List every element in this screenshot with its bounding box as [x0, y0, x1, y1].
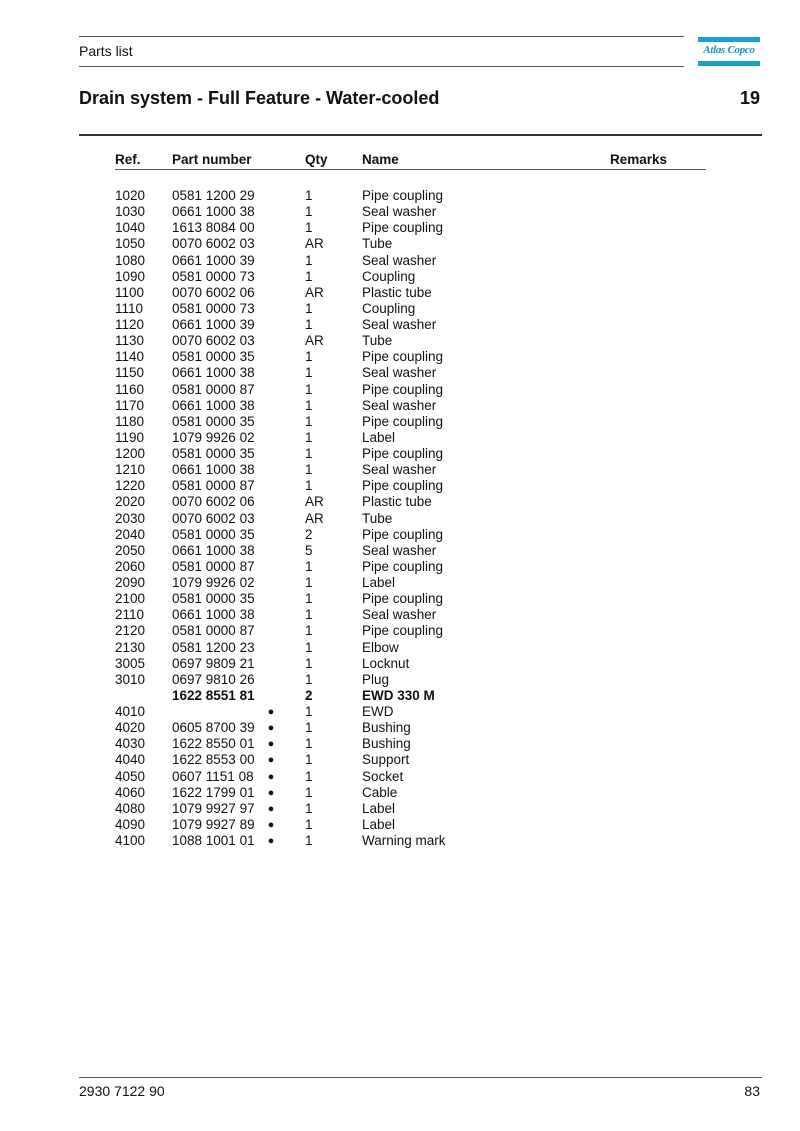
cell-qty: 1 — [305, 800, 313, 816]
cell-name: Seal washer — [362, 397, 437, 413]
table-row — [0, 301, 800, 317]
cell-name: Pipe coupling — [362, 413, 444, 429]
table-row — [0, 188, 800, 204]
cell-name: Pipe coupling — [362, 349, 444, 365]
cell-part-number: 0661 1000 38 — [172, 365, 255, 381]
cell-qty: 1 — [305, 397, 313, 413]
table-row — [0, 656, 800, 672]
subassembly-dot-icon: ● — [267, 754, 275, 767]
document-number: 2930 7122 90 — [79, 1083, 165, 1099]
cell-ref: 4080 — [115, 800, 146, 816]
cell-name: Label — [362, 816, 396, 832]
page-title: Drain system - Full Feature - Water-cooled — [79, 88, 440, 108]
cell-part-number: 1622 1799 01 — [172, 784, 255, 800]
table-row — [0, 607, 800, 623]
cell-qty: 1 — [305, 349, 313, 365]
table-row — [0, 430, 800, 446]
table-row — [0, 769, 800, 785]
cell-ref: 1120 — [115, 317, 145, 332]
cell-ref: 2030 — [115, 510, 146, 526]
cell-name: Pipe coupling — [362, 623, 444, 639]
table-row — [0, 623, 800, 639]
cell-qty: 1 — [305, 833, 313, 848]
cell-ref: 1140 — [115, 349, 145, 365]
cell-ref: 2130 — [115, 639, 146, 655]
header-top-rule — [79, 36, 684, 37]
cell-qty: 1 — [305, 317, 313, 332]
cell-ref: 1090 — [115, 268, 146, 284]
cell-part-number: 1613 8084 00 — [172, 220, 255, 236]
table-row — [0, 736, 800, 752]
cell-part-number: 1622 8551 81 — [172, 687, 255, 703]
cell-ref: 2120 — [115, 623, 146, 639]
cell-qty: 1 — [305, 478, 313, 494]
column-header-ref: Ref. — [115, 152, 141, 167]
cell-qty: 1 — [305, 413, 313, 429]
cell-part-number: 0581 0000 35 — [172, 526, 255, 542]
cell-name: Tube — [362, 236, 393, 252]
table-row — [0, 494, 800, 510]
cell-part-number: 1079 9926 02 — [172, 575, 255, 590]
cell-part-number: 0070 6002 06 — [172, 494, 255, 510]
cell-part-number: 0581 0000 73 — [172, 268, 255, 284]
cell-qty: 5 — [305, 542, 313, 558]
table-row — [0, 253, 800, 269]
cell-qty: 1 — [305, 381, 313, 397]
cell-qty: 1 — [305, 446, 313, 461]
subassembly-dot-icon: ● — [267, 770, 275, 783]
cell-name: Tube — [362, 510, 393, 526]
cell-qty: 1 — [305, 252, 313, 268]
cell-part-number: 1079 9926 02 — [172, 429, 255, 445]
cell-ref: 2110 — [115, 607, 145, 623]
cell-name: Pipe coupling — [362, 526, 444, 542]
cell-part-number: 0070 6002 03 — [172, 236, 255, 252]
cell-qty: 2 — [305, 526, 313, 542]
table-row — [0, 365, 800, 381]
table-row — [0, 204, 800, 220]
cell-name: Seal washer — [362, 462, 437, 478]
table-row — [0, 752, 800, 768]
cell-part-number: 0581 0000 35 — [172, 446, 255, 461]
table-row — [0, 220, 800, 236]
cell-part-number: 0661 1000 38 — [172, 397, 255, 413]
cell-ref: 1170 — [115, 397, 145, 413]
cell-name: EWD — [362, 704, 394, 719]
cell-part-number: 1622 8550 01 — [172, 736, 255, 752]
table-row — [0, 543, 800, 559]
cell-qty: 1 — [305, 655, 313, 671]
cell-qty: 1 — [305, 704, 313, 719]
cell-ref: 4020 — [115, 720, 146, 736]
cell-qty: AR — [305, 494, 324, 510]
cell-ref: 2020 — [115, 494, 146, 510]
cell-qty: 1 — [305, 365, 313, 381]
cell-name: Warning mark — [362, 833, 446, 848]
cell-qty: 1 — [305, 429, 313, 445]
table-header-rule — [115, 169, 706, 170]
cell-part-number: 1622 8553 00 — [172, 752, 255, 768]
subassembly-dot-icon: ● — [267, 802, 275, 815]
subassembly-dot-icon: ● — [267, 738, 275, 751]
cell-qty: 1 — [305, 607, 313, 623]
cell-part-number: 0697 9809 21 — [172, 655, 255, 671]
table-row — [0, 398, 800, 414]
cell-name: Elbow — [362, 639, 399, 655]
cell-part-number: 0661 1000 39 — [172, 252, 255, 268]
cell-name: Coupling — [362, 268, 416, 284]
parts-table-body — [0, 188, 800, 849]
cell-ref: 1130 — [115, 333, 145, 349]
cell-name: Plug — [362, 671, 390, 687]
cell-qty: 1 — [305, 639, 313, 655]
title-rule — [79, 134, 762, 136]
cell-name: Pipe coupling — [362, 558, 444, 574]
cell-ref: 1040 — [115, 220, 146, 236]
logo-text: Atlas Copco — [703, 44, 755, 56]
cell-qty: 1 — [305, 268, 313, 284]
table-row — [0, 269, 800, 285]
cell-ref: 1150 — [115, 365, 145, 381]
atlas-copco-logo — [698, 37, 760, 67]
cell-name: Pipe coupling — [362, 220, 444, 236]
cell-part-number: 0661 1000 38 — [172, 204, 255, 220]
column-header-part-number: Part number — [172, 152, 252, 167]
table-row — [0, 285, 800, 301]
cell-qty: 2 — [305, 687, 313, 703]
cell-part-number: 0661 1000 38 — [172, 542, 255, 558]
cell-part-number: 0070 6002 06 — [172, 284, 255, 300]
cell-ref: 1050 — [115, 236, 146, 252]
cell-qty: AR — [305, 333, 324, 349]
cell-name: EWD 330 M — [362, 687, 435, 703]
cell-name: Label — [362, 575, 396, 590]
cell-ref: 1160 — [115, 381, 145, 397]
cell-qty: AR — [305, 236, 324, 252]
cell-qty: 1 — [305, 188, 313, 203]
column-header-qty: Qty — [305, 152, 328, 167]
cell-name: Seal washer — [362, 607, 437, 623]
cell-part-number: 0581 0000 87 — [172, 381, 255, 397]
cell-qty: 1 — [305, 816, 313, 832]
cell-qty: 1 — [305, 671, 313, 687]
cell-ref: 1200 — [115, 446, 146, 461]
column-header-name: Name — [362, 152, 399, 167]
table-row — [0, 575, 800, 591]
table-row — [0, 591, 800, 607]
cell-ref: 1110 — [115, 300, 144, 316]
cell-qty: 1 — [305, 220, 313, 236]
cell-qty: AR — [305, 510, 324, 526]
table-row — [0, 720, 800, 736]
footer-rule — [79, 1077, 762, 1078]
table-row — [0, 833, 800, 849]
table-row — [0, 236, 800, 252]
table-row — [0, 333, 800, 349]
cell-name: Seal washer — [362, 317, 437, 332]
cell-ref: 1210 — [115, 462, 146, 478]
cell-qty: 1 — [305, 784, 313, 800]
cell-name: Label — [362, 800, 396, 816]
cell-ref: 2060 — [115, 558, 146, 574]
cell-ref: 1100 — [115, 284, 145, 300]
cell-name: Label — [362, 429, 396, 445]
cell-qty: 1 — [305, 575, 313, 590]
cell-qty: 1 — [305, 558, 313, 574]
cell-part-number: 1079 9927 97 — [172, 800, 255, 816]
table-row — [0, 317, 800, 333]
cell-part-number: 1088 1001 01 — [172, 833, 255, 848]
subassembly-dot-icon: ● — [267, 706, 275, 718]
cell-part-number: 0581 0000 87 — [172, 623, 255, 639]
subassembly-dot-icon: ● — [267, 722, 275, 735]
cell-name: Seal washer — [362, 542, 437, 558]
cell-name: Seal washer — [362, 252, 437, 268]
cell-qty: 1 — [305, 720, 313, 736]
table-row — [0, 801, 800, 817]
table-row — [0, 704, 800, 720]
table-row — [0, 382, 800, 398]
cell-part-number: 0581 0000 87 — [172, 478, 255, 494]
cell-part-number: 0661 1000 38 — [172, 607, 255, 623]
cell-name: Pipe coupling — [362, 188, 444, 203]
cell-ref: 2040 — [115, 526, 146, 542]
cell-name: Pipe coupling — [362, 381, 444, 397]
cell-ref: 4050 — [115, 768, 146, 784]
cell-part-number: 0607 1151 08 — [172, 768, 254, 784]
cell-part-number: 0581 0000 87 — [172, 558, 255, 574]
table-row — [0, 672, 800, 688]
cell-qty: AR — [305, 284, 324, 300]
table-row — [0, 349, 800, 365]
cell-part-number: 0661 1000 39 — [172, 317, 255, 332]
cell-name: Cable — [362, 784, 398, 800]
table-row — [0, 462, 800, 478]
cell-ref: 1220 — [115, 478, 146, 494]
cell-qty: 1 — [305, 462, 313, 478]
cell-ref: 4030 — [115, 736, 146, 752]
table-row — [0, 446, 800, 462]
cell-name: Locknut — [362, 655, 410, 671]
cell-part-number: 0661 1000 38 — [172, 462, 255, 478]
cell-name: Coupling — [362, 300, 416, 316]
cell-part-number: 0070 6002 03 — [172, 510, 255, 526]
cell-ref: 3005 — [115, 655, 146, 671]
table-row — [0, 785, 800, 801]
table-row — [0, 559, 800, 575]
logo-top-bar — [698, 37, 760, 42]
cell-part-number: 1079 9927 89 — [172, 816, 255, 832]
cell-ref: 4010 — [115, 704, 146, 719]
cell-ref: 4060 — [115, 784, 146, 800]
cell-ref: 1190 — [115, 429, 145, 445]
cell-part-number: 0581 1200 23 — [172, 639, 255, 655]
subassembly-dot-icon: ● — [267, 786, 275, 799]
table-row — [0, 414, 800, 430]
cell-ref: 1180 — [115, 413, 145, 429]
page-number: 83 — [744, 1083, 760, 1099]
table-row — [0, 511, 800, 527]
cell-name: Seal washer — [362, 204, 437, 220]
table-row — [0, 817, 800, 833]
header-label: Parts list — [79, 43, 133, 59]
table-row — [0, 640, 800, 656]
cell-name: Pipe coupling — [362, 446, 444, 461]
cell-name: Plastic tube — [362, 494, 432, 510]
cell-ref: 1030 — [115, 204, 146, 220]
column-header-remarks: Remarks — [610, 152, 668, 167]
table-row — [0, 478, 800, 494]
cell-qty: 1 — [305, 204, 313, 220]
cell-name: Seal washer — [362, 365, 437, 381]
cell-part-number: 0581 0000 35 — [172, 591, 255, 607]
logo-bottom-bar — [698, 61, 760, 66]
header-bottom-rule — [79, 66, 684, 67]
cell-part-number: 0605 8700 39 — [172, 720, 255, 736]
cell-name: Bushing — [362, 720, 411, 736]
cell-name: Support — [362, 752, 410, 768]
cell-name: Bushing — [362, 736, 411, 752]
cell-qty: 1 — [305, 768, 313, 784]
cell-part-number: 0070 6002 03 — [172, 333, 255, 349]
cell-ref: 2050 — [115, 542, 146, 558]
cell-name: Tube — [362, 333, 393, 349]
cell-ref: 2090 — [115, 575, 146, 590]
section-number: 19 — [739, 88, 760, 108]
cell-ref: 1020 — [115, 188, 146, 203]
subassembly-dot-icon: ● — [267, 818, 275, 831]
cell-name: Socket — [362, 768, 404, 784]
cell-ref: 3010 — [115, 671, 146, 687]
cell-ref: 4100 — [115, 833, 146, 848]
cell-part-number: 0581 1200 29 — [172, 188, 255, 203]
table-row — [0, 527, 800, 543]
cell-qty: 1 — [305, 300, 313, 316]
cell-name: Plastic tube — [362, 284, 432, 300]
cell-qty: 1 — [305, 591, 313, 607]
cell-name: Pipe coupling — [362, 591, 444, 607]
cell-ref: 1080 — [115, 252, 146, 268]
cell-ref: 4040 — [115, 752, 146, 768]
cell-part-number: 0697 9810 26 — [172, 671, 255, 687]
cell-part-number: 0581 0000 35 — [172, 413, 255, 429]
cell-qty: 1 — [305, 736, 313, 752]
cell-name: Pipe coupling — [362, 478, 444, 494]
cell-ref: 4090 — [115, 816, 146, 832]
subassembly-dot-icon: ● — [267, 835, 275, 847]
cell-part-number: 0581 0000 73 — [172, 300, 255, 316]
cell-qty: 1 — [305, 623, 313, 639]
cell-ref: 2100 — [115, 591, 146, 607]
cell-qty: 1 — [305, 752, 313, 768]
table-row — [0, 688, 800, 704]
cell-part-number: 0581 0000 35 — [172, 349, 255, 365]
